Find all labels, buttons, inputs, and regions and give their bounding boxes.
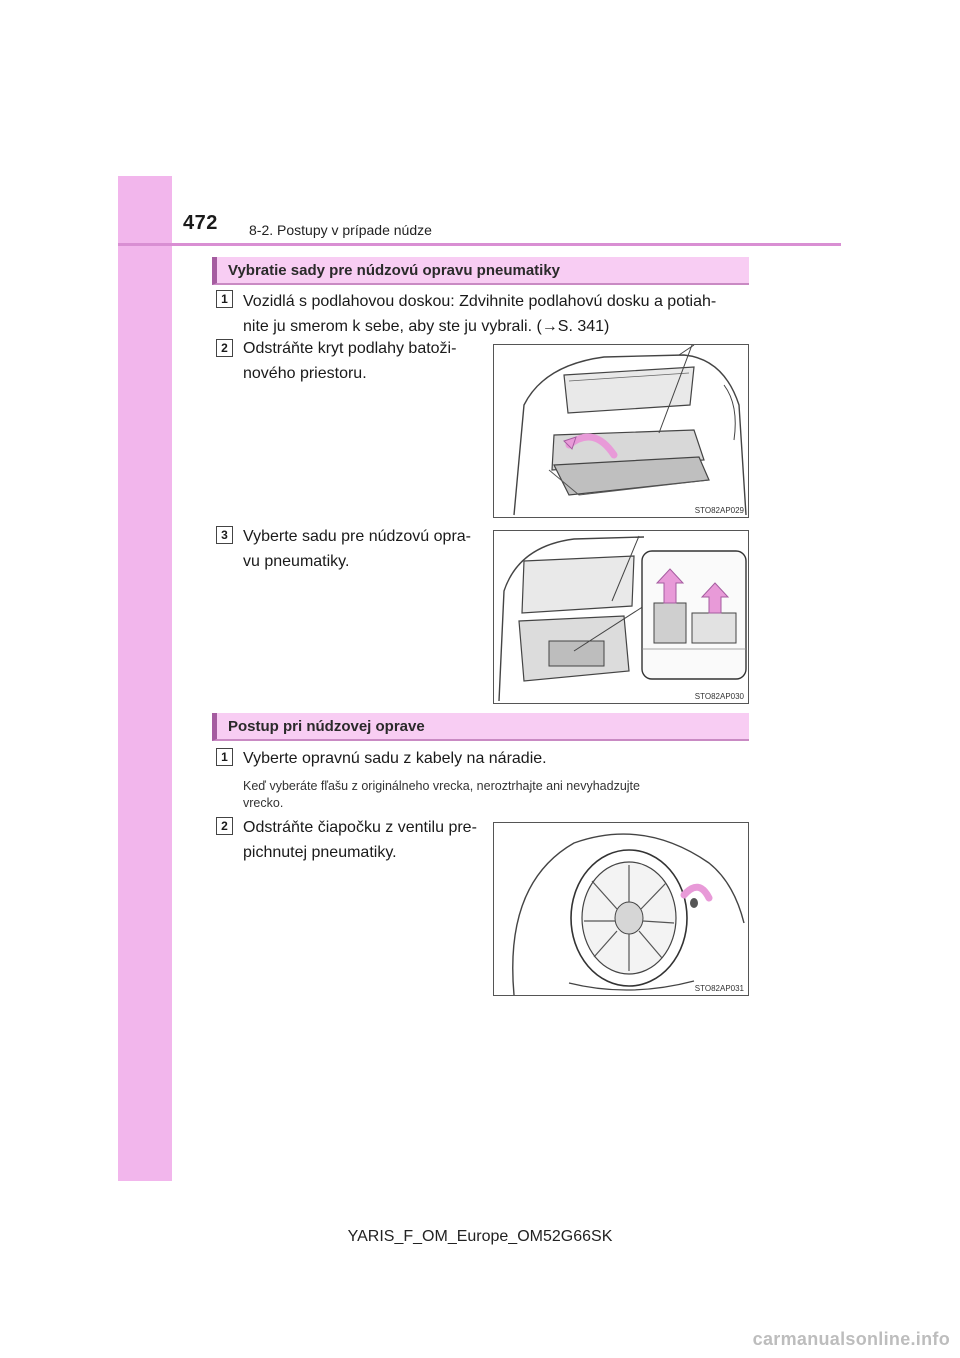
- step-number: 1: [216, 290, 233, 308]
- header-divider: [118, 243, 841, 246]
- trunk-floor-cover-illustration: [493, 344, 749, 518]
- step-number: 2: [216, 817, 233, 835]
- text-line: nite ju smerom k sebe, aby ste ju vybrali. (→S. 341): [243, 318, 610, 335]
- text-line: Vozidlá s podlahovou doskou: Zdvihnite podlahovú dosku a potiah-: [243, 293, 717, 310]
- text-line: Vyberte opravnú sadu z kabely na náradie.: [243, 750, 547, 767]
- kit-drawing: [494, 531, 748, 703]
- text-line: vu pneumatiky.: [243, 553, 350, 570]
- step-note: [243, 778, 748, 812]
- section-heading-procedure: Postup pri núdzovej oprave: [212, 713, 749, 741]
- side-tab: [118, 176, 172, 1181]
- step-text: [243, 746, 753, 771]
- step-text: [243, 289, 753, 339]
- note-line: Keď vyberáte fľašu z originálneho vrecka, neroztrhajte ani nevyhadzujte: [243, 779, 640, 793]
- repair-kit-illustration: [493, 530, 749, 704]
- step-text: [243, 815, 483, 865]
- step-number: 2: [216, 339, 233, 357]
- page-number: 472: [183, 212, 218, 234]
- step-number: 1: [216, 748, 233, 766]
- text-line: Vyberte sadu pre núdzovú opra-: [243, 528, 471, 545]
- wheel-drawing: [494, 823, 748, 995]
- chapter-title: 8-2. Postupy v prípade núdze: [249, 222, 432, 238]
- figure-code: STO82AP029: [694, 506, 744, 515]
- step-text: [243, 524, 483, 574]
- trunk-drawing: [494, 345, 748, 517]
- section-heading-removal: Vybratie sady pre núdzovú opravu pneumatiky: [212, 257, 749, 285]
- step-number: 3: [216, 526, 233, 544]
- step-text: [243, 336, 483, 386]
- note-line: vrecko.: [243, 796, 284, 810]
- text-line: pichnutej pneumatiky.: [243, 844, 397, 861]
- figure-code: STO82AP030: [694, 692, 744, 701]
- text-line: Odstráňte čiapočku z ventilu pre-: [243, 819, 477, 836]
- text-line: nového priestoru.: [243, 365, 367, 382]
- text-line: Odstráňte kryt podlahy batoži-: [243, 340, 457, 357]
- unscrew-arrow: [684, 887, 709, 898]
- figure-code: STO82AP031: [694, 984, 744, 993]
- document-footer: YARIS_F_OM_Europe_OM52G66SK: [347, 1228, 613, 1245]
- watermark: carmanualsonline.info: [752, 1329, 950, 1349]
- tire-valve-illustration: [493, 822, 749, 996]
